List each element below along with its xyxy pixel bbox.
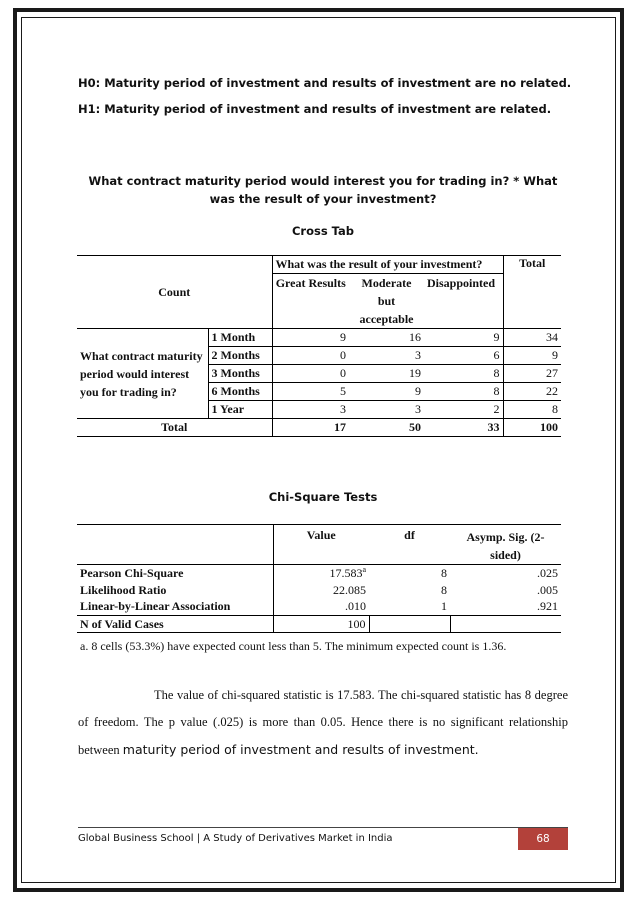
cell: 3 [415, 402, 421, 416]
cell: 100 [540, 420, 558, 434]
cell: 16 [409, 330, 421, 344]
cell: 0 [340, 348, 346, 362]
chisq-footnote: a. 8 cells (53.3%) have expected count less than 5. The minimum expected count is 1.36. [80, 639, 507, 653]
cell: 100 [273, 616, 369, 633]
crosstab-caption: Cross Tab [291, 224, 355, 238]
col-df: df [404, 528, 415, 542]
row-label: 1 Month [208, 329, 272, 347]
cell: 8 [424, 365, 503, 383]
table-row [77, 599, 561, 616]
cell [450, 616, 561, 633]
cell: 9 [415, 384, 421, 398]
cell: 33 [424, 419, 503, 437]
crosstab-question-title [78, 172, 568, 208]
cell: .025 [537, 565, 558, 580]
cell: 34 [546, 330, 558, 344]
chisq-corner [77, 525, 273, 565]
footnote-marker: a [362, 565, 366, 575]
page-footer [78, 827, 568, 850]
cell: 19 [409, 366, 421, 380]
col-disappointed: Disappointed [424, 274, 503, 329]
question-title-line2: was the result of your investment? [209, 192, 437, 206]
cell [369, 616, 450, 633]
total-row-label: Total [77, 419, 272, 437]
cell: 50 [409, 420, 421, 434]
row-label: N of Valid Cases [77, 616, 273, 633]
cell-value: 17.583 [329, 566, 363, 581]
footer-text: Global Business School | A Study of Derivatives Market in India [78, 833, 393, 844]
row-label: 2 Months [208, 347, 272, 365]
crosstab-table [77, 255, 561, 437]
cell: 1 [441, 599, 447, 614]
cell: 5 [340, 384, 346, 398]
result-header: What was the result of your investment? [272, 256, 503, 274]
cell: .921 [537, 599, 558, 614]
row-question-label: What contract maturity period would interest you for trading in? [77, 329, 208, 419]
cell: 3 [340, 402, 346, 416]
cell: 9 [552, 348, 558, 362]
page-number: 68 [518, 828, 568, 850]
total-row [77, 419, 561, 437]
col-sig: Asymp. Sig. (2-sided) [466, 530, 545, 562]
row-label: Pearson Chi-Square [77, 565, 273, 582]
row-label: 6 Months [208, 383, 272, 401]
row-label: 3 Months [208, 365, 272, 383]
hypothesis-h1: H1: Maturity period of investment and results of investment are related. [78, 102, 552, 116]
valid-cases-row [77, 616, 561, 633]
cell: 27 [546, 366, 558, 380]
cell [273, 565, 369, 582]
cell: 3 [415, 348, 421, 362]
cell: 17 [334, 420, 346, 434]
row-label: Likelihood Ratio [77, 582, 273, 599]
cell: 9 [340, 330, 346, 344]
cell: 9 [424, 329, 503, 347]
col-value: Value [306, 528, 336, 542]
col-moderate: Moderate but acceptable [359, 276, 414, 326]
cell: 8 [424, 383, 503, 401]
cell: 8 [441, 582, 447, 597]
cell: 22 [546, 384, 558, 398]
cell: 22.085 [333, 582, 366, 597]
cell: 2 [424, 401, 503, 419]
cell: .005 [537, 582, 558, 597]
cell: .010 [345, 599, 366, 614]
chisq-caption: Chi-Square Tests [268, 490, 378, 504]
cell: 6 [424, 347, 503, 365]
total-header: Total [519, 256, 546, 270]
row-label: 1 Year [208, 401, 272, 419]
cell: 8 [552, 402, 558, 416]
col-great-results: Great Results [275, 276, 346, 290]
count-label: Count [77, 256, 272, 329]
analysis-paragraph [78, 682, 568, 764]
table-row [77, 565, 561, 582]
row-label: Linear-by-Linear Association [77, 599, 273, 616]
cell: 8 [441, 565, 447, 580]
table-row [77, 329, 561, 347]
paragraph-main: The value of chi-squared statistic is 17.583. The chi-squared statistic has 8 degree of freedom. The p value (.025) is more than 0.05. Hence there is no significant relationship between [78, 688, 568, 757]
table-row [77, 582, 561, 599]
paragraph-tail: maturity period of investment and results of investment. [122, 742, 479, 757]
cell: 0 [340, 366, 346, 380]
hypothesis-h0: H0: Maturity period of investment and results of investment are no related. [78, 76, 572, 90]
chisq-table [77, 524, 561, 633]
question-title-line1: What contract maturity period would interest you for trading in? * What [88, 174, 558, 188]
